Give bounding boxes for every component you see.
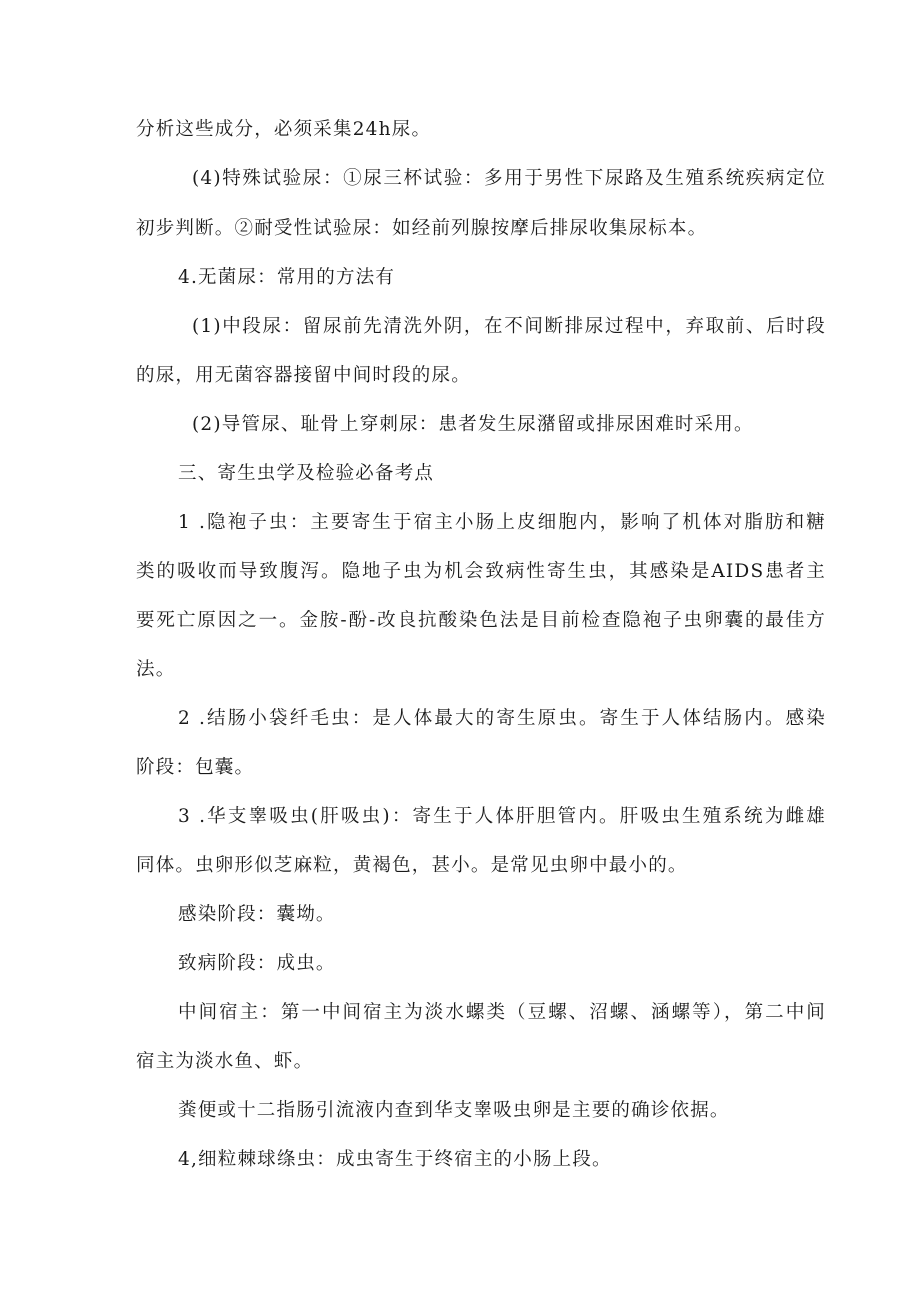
paragraph-line: (1)中段尿：留尿前先清洗外阴，在不间断排尿过程中，弃取前、后时段 bbox=[192, 316, 826, 337]
paragraph-line: (2)导管尿、耻骨上穿刺尿：患者发生尿潴留或排尿困难时采用。 bbox=[192, 414, 754, 435]
section-heading: 三、寄生虫学及检验必备考点 bbox=[178, 463, 435, 484]
paragraph-line: 的尿，用无菌容器接留中间时段的尿。 bbox=[136, 365, 471, 386]
paragraph-line: 同体。虫卵形似芝麻粒，黄褐色，甚小。是常见虫卵中最小的。 bbox=[136, 855, 688, 876]
paragraph-line: 致病阶段：成虫。 bbox=[178, 953, 336, 974]
paragraph-line: 3 .华支睾吸虫(肝吸虫)：寄生于人体肝胆管内。肝吸虫生殖系统为雌雄 bbox=[178, 806, 826, 827]
paragraph-line: 感染阶段：囊坳。 bbox=[178, 904, 336, 925]
paragraph-line: 4,细粒棘球绦虫：成虫寄生于终宿主的小肠上段。 bbox=[178, 1149, 612, 1170]
paragraph-line: 中间宿主：第一中间宿主为淡水螺类（豆螺、沼螺、涵螺等），第二中间 bbox=[178, 1002, 826, 1023]
paragraph-line: 宿主为淡水鱼、虾。 bbox=[136, 1051, 314, 1072]
paragraph-line: 初步判断。②耐受性试验尿：如经前列腺按摩后排尿收集尿标本。 bbox=[136, 218, 708, 239]
paragraph-line: 法。 bbox=[136, 659, 176, 680]
paragraph-line: 粪便或十二指肠引流液内查到华支睾吸虫卵是主要的确诊依据。 bbox=[178, 1100, 730, 1121]
paragraph-line: 要死亡原因之一。金胺-酚-改良抗酸染色法是目前检查隐袍子虫卵囊的最佳方 bbox=[136, 610, 826, 631]
section-heading: 4.无菌尿：常用的方法有 bbox=[178, 267, 396, 288]
paragraph-line: 2 .结肠小袋纤毛虫：是人体最大的寄生原虫。寄生于人体结肠内。感染 bbox=[178, 708, 826, 729]
paragraph-line: 类的吸收而导致腹泻。隐地子虫为机会致病性寄生虫，其感染是AIDS患者主 bbox=[136, 561, 826, 582]
paragraph-line: 分析这些成分，必须采集24h尿。 bbox=[136, 119, 432, 140]
paragraph-line: 阶段：包囊。 bbox=[136, 757, 255, 778]
paragraph-line: 1 .隐袍子虫：主要寄生于宿主小肠上皮细胞内，影响了机体对脂肪和糖 bbox=[178, 512, 826, 533]
paragraph-line: (4)特殊试验尿：①尿三杯试验：多用于男性下尿路及生殖系统疾病定位 bbox=[192, 168, 826, 189]
